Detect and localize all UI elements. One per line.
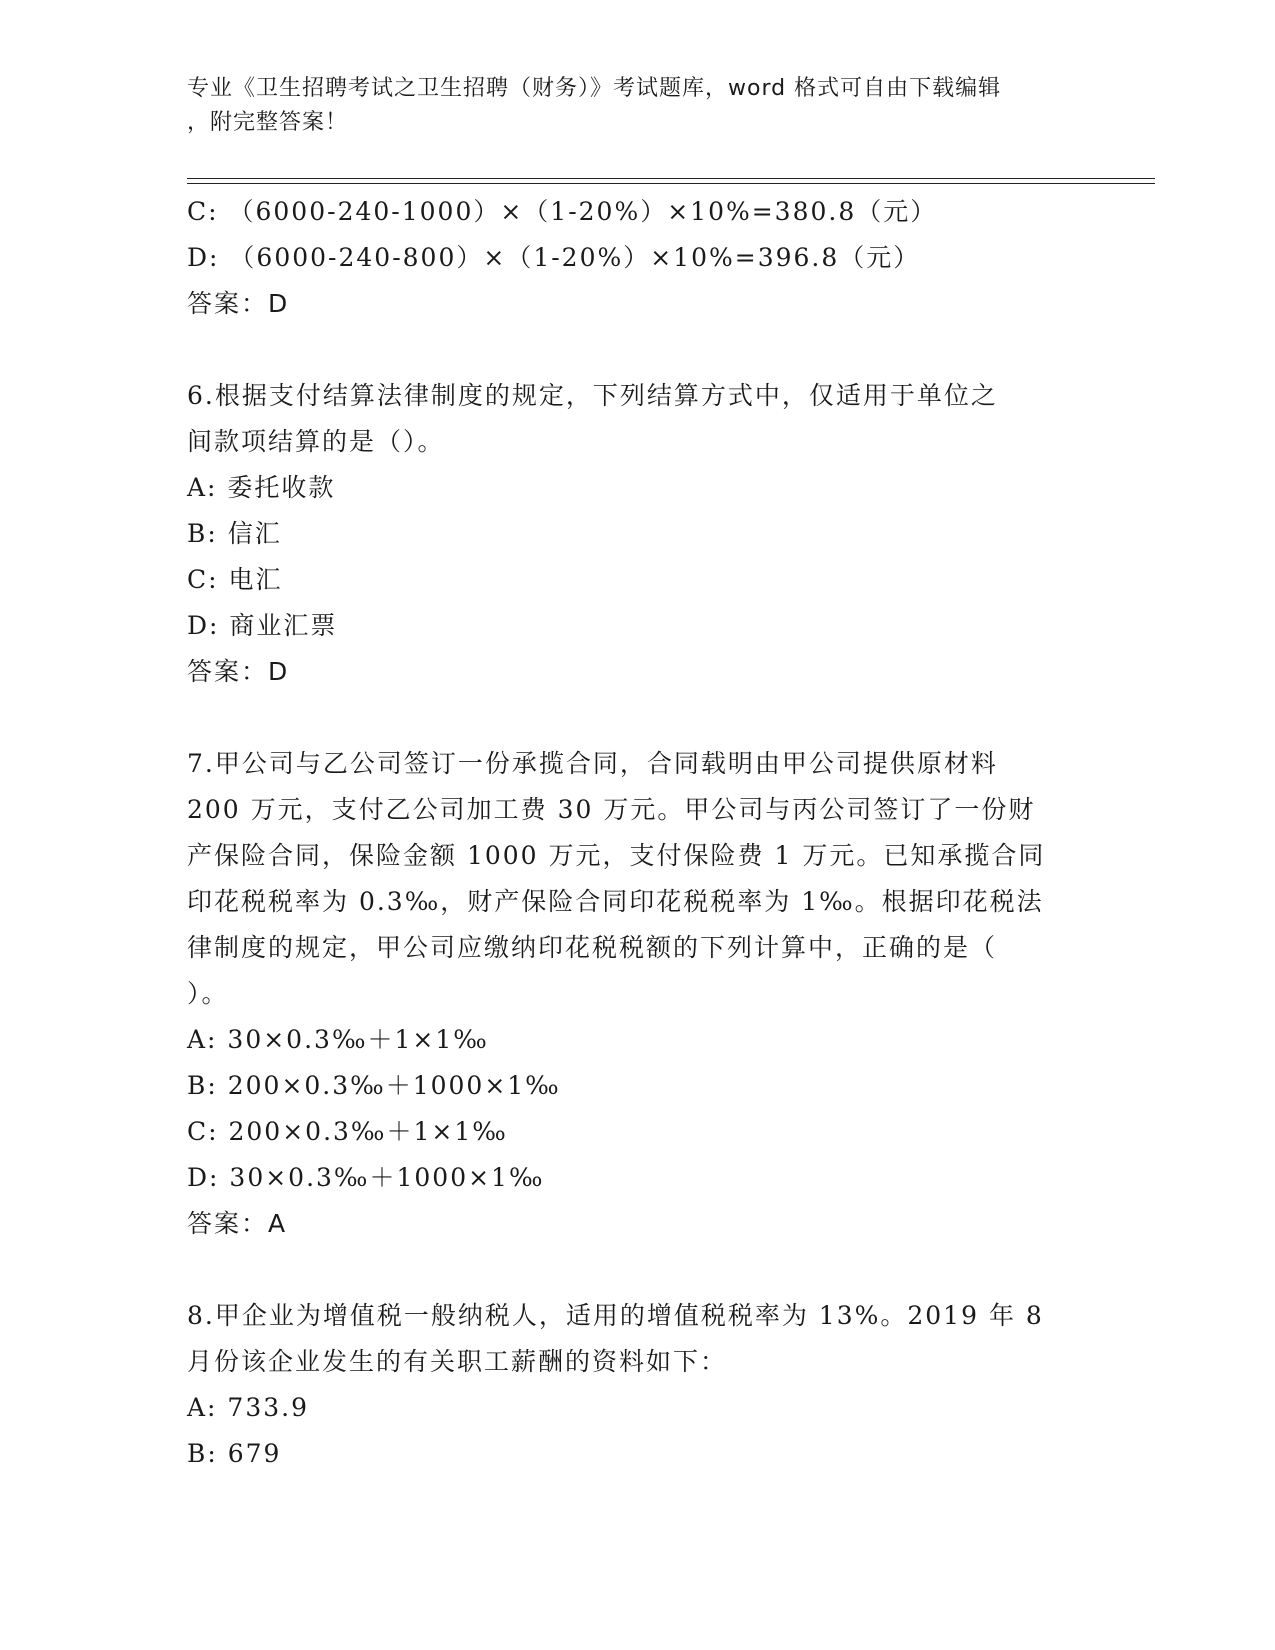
answer: 答案：D (187, 289, 290, 318)
question-text-line: 间款项结算的是（）。 (187, 427, 445, 456)
question-7 (187, 741, 1077, 1247)
option-a: A: 733.9 (187, 1393, 309, 1422)
question-text-line: 7.甲公司与乙公司签订一份承揽合同，合同载明由甲公司提供原材料 (187, 749, 998, 778)
question-text-line: 6.根据支付结算法律制度的规定，下列结算方式中，仅适用于单位之 (187, 381, 998, 410)
question-text-line: 200 万元，支付乙公司加工费 30 万元。甲公司与丙公司签订了一份财 (187, 795, 1036, 824)
option-b: B: 信汇 (187, 519, 282, 548)
option-d: D: 30×0.3‰＋1000×1‰ (187, 1163, 545, 1192)
question-content (187, 189, 1077, 1477)
question-text-line: 印花税税率为 0.3‰，财产保险合同印花税税率为 1‰。根据印花税法 (187, 887, 1044, 916)
question-6 (187, 373, 1077, 695)
header-divider-bottom (187, 183, 1155, 184)
question-text-line: 8.甲企业为增值税一般纳税人，适用的增值税税率为 13%。2019 年 8 (187, 1301, 1044, 1330)
option-d: D: 商业汇票 (187, 611, 338, 640)
option-a: A: 30×0.3‰＋1×1‰ (187, 1025, 489, 1054)
option-a: A: 委托收款 (187, 473, 336, 502)
option-b: B: 679 (187, 1439, 282, 1468)
option-c: C: 200×0.3‰＋1×1‰ (187, 1117, 508, 1146)
document-header (187, 72, 1067, 140)
option-b: B: 200×0.3‰＋1000×1‰ (187, 1071, 561, 1100)
header-line-2: ，附完整答案！ (187, 110, 349, 135)
prev-question (187, 189, 1077, 327)
header-line-1: 专业《卫生招聘考试之卫生招聘（财务）》考试题库，word 格式可自由下载编辑 (187, 76, 1002, 101)
header-divider-top (187, 178, 1155, 179)
answer: 答案：A (187, 1209, 288, 1238)
question-text-line: 产保险合同，保险金额 1000 万元，支付保险费 1 万元。已知承揽合同 (187, 841, 1046, 870)
option-c: C: 电汇 (187, 565, 283, 594)
question-8 (187, 1293, 1077, 1477)
question-text-line: ）。 (187, 979, 229, 1008)
answer: 答案：D (187, 657, 290, 686)
question-text-line: 律制度的规定，甲公司应缴纳印花税税额的下列计算中，正确的是（ (187, 933, 998, 962)
question-text-line: 月份该企业发生的有关职工薪酬的资料如下： (187, 1347, 728, 1376)
option-c: C: （6000-240-1000）×（1-20%）×10%=380.8（元） (187, 197, 938, 226)
option-d: D: （6000-240-800）×（1-20%）×10%=396.8（元） (187, 243, 921, 272)
